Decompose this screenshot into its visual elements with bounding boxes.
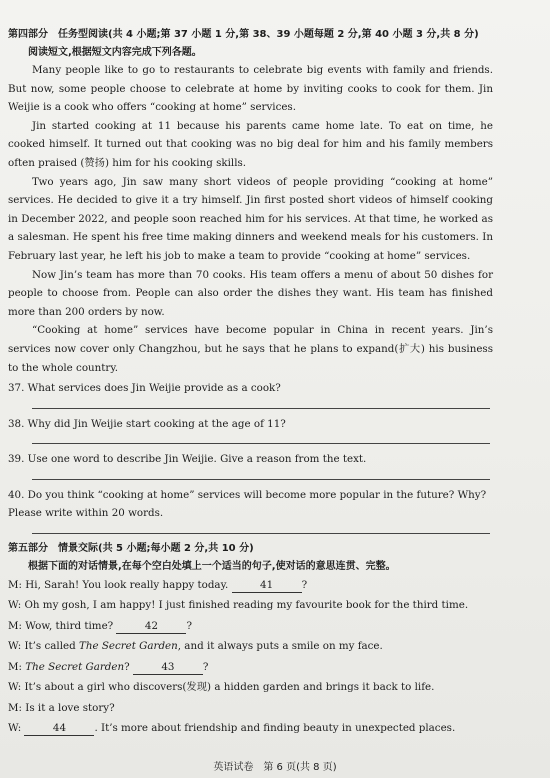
page-content	[8, 26, 493, 738]
speaker: W:	[8, 599, 22, 612]
blank-44[interactable]: 44	[24, 721, 94, 736]
question-40: 40. Do you think “cooking at home” services will become more popular in the future? Why? Please write within 20 words.	[8, 488, 487, 520]
section5-title: 第五部分 情景交际(共 5 小题;每小题 2 分,共 10 分)	[8, 543, 254, 555]
line-text: . It’s more about friendship and finding beauty in unexpected places.	[94, 721, 456, 734]
section4-instruction: 阅读短文,根据短文内容完成下列各题。	[28, 47, 202, 58]
line-text: It’s about a girl who discovers(发现) a hidden garden and brings it back to life.	[24, 681, 435, 694]
blank-42[interactable]: 42	[116, 619, 186, 634]
line-text: Is it a love story?	[25, 701, 115, 714]
page-footer: 英语试卷 第 6 页(共 8 页)	[213, 762, 337, 773]
speaker: W:	[8, 640, 22, 653]
dialogue-line	[8, 595, 493, 615]
speaker: M:	[8, 579, 23, 592]
blank-43[interactable]: 43	[133, 660, 203, 675]
line-end: ?	[202, 660, 209, 673]
blank-41[interactable]: 41	[232, 578, 302, 593]
section5-instruction: 根据下面的对话情景,在每个空白处填上一个适当的句子,使对话的意思连贯、完整。	[28, 561, 396, 573]
passage-paragraph: Two years ago, Jin saw many short videos of people providing “cooking at home” services. He decided to give it a try himself. Jin first posted short videos of himself cooking in December 2022, and people soon reached him for his services. At that time, he worked as a salesman. He spent his free time making dinners and weekend meals for his customers. In February last year, he left his job to make a team to provide “cooking at home” services.	[8, 175, 493, 262]
dialogue-line	[8, 636, 493, 656]
passage-paragraph: “Cooking at home” services have become popular in China in recent years. Jin’s services now cover only Changzhou, but he says that he plans to expand(扩大) his business to the whole country.	[8, 324, 493, 374]
dialogue-line	[8, 575, 493, 595]
question-37: 37. What services does Jin Weijie provide as a cook?	[8, 382, 281, 395]
line-text: It’s called	[24, 640, 79, 653]
speaker: M:	[8, 660, 23, 673]
book-title: The Secret Garden	[78, 640, 178, 653]
line-text: ?	[124, 660, 130, 673]
dialogue-line	[8, 657, 493, 677]
passage-paragraph: Many people like to go to restaurants to celebrate big events with family and friends. But now, some people choose to celebrate at home by inviting cooks to cook for them. Jin Weijie is a cook who offers “cooking at home” services.	[8, 64, 493, 114]
dialogue-line	[8, 718, 493, 738]
answer-line-38[interactable]	[32, 433, 490, 444]
line-text: Wow, third time?	[25, 619, 114, 632]
speaker: M:	[8, 619, 23, 632]
passage-paragraph: Now Jin’s team has more than 70 cooks. His team offers a menu of about 50 dishes for people to choose from. People can also order the dishes they want. His team has finished more than 200 orders by now.	[8, 268, 493, 318]
question-38: 38. Why did Jin Weijie start cooking at the age of 11?	[8, 417, 286, 430]
line-end: ?	[301, 579, 308, 592]
dialogue-line	[8, 677, 493, 697]
dialogue-line	[8, 616, 493, 636]
speaker: W:	[8, 681, 22, 694]
line-text: , and it always puts a smile on my face.	[177, 640, 383, 653]
speaker: M:	[8, 701, 23, 714]
dialogue	[8, 575, 493, 738]
line-text: Oh my gosh, I am happy! I just finished reading my favourite book for the third time.	[24, 599, 469, 612]
answer-line-39[interactable]	[32, 469, 490, 480]
dialogue-line	[8, 698, 493, 718]
speaker: W:	[8, 721, 22, 734]
passage-paragraph: Jin started cooking at 11 because his parents came home late. To eat on time, he cooked himself. It turned out that cooking was no big deal for him and his family members often praised (赞扬) him for his cooking skills.	[8, 119, 493, 169]
section4-title: 第四部分 任务型阅读(共 4 小题;第 37 小题 1 分,第 38、39 小题每题 2 分,第 40 小题 3 分,共 8 分)	[8, 29, 479, 40]
line-text: Hi, Sarah! You look really happy today.	[25, 579, 229, 592]
question-39: 39. Use one word to describe Jin Weijie. Give a reason from the text.	[8, 453, 367, 466]
answer-line-37[interactable]	[32, 398, 490, 409]
answer-line-40[interactable]	[32, 523, 490, 534]
line-end: ?	[186, 619, 192, 632]
book-title: The Secret Garden	[25, 660, 125, 673]
